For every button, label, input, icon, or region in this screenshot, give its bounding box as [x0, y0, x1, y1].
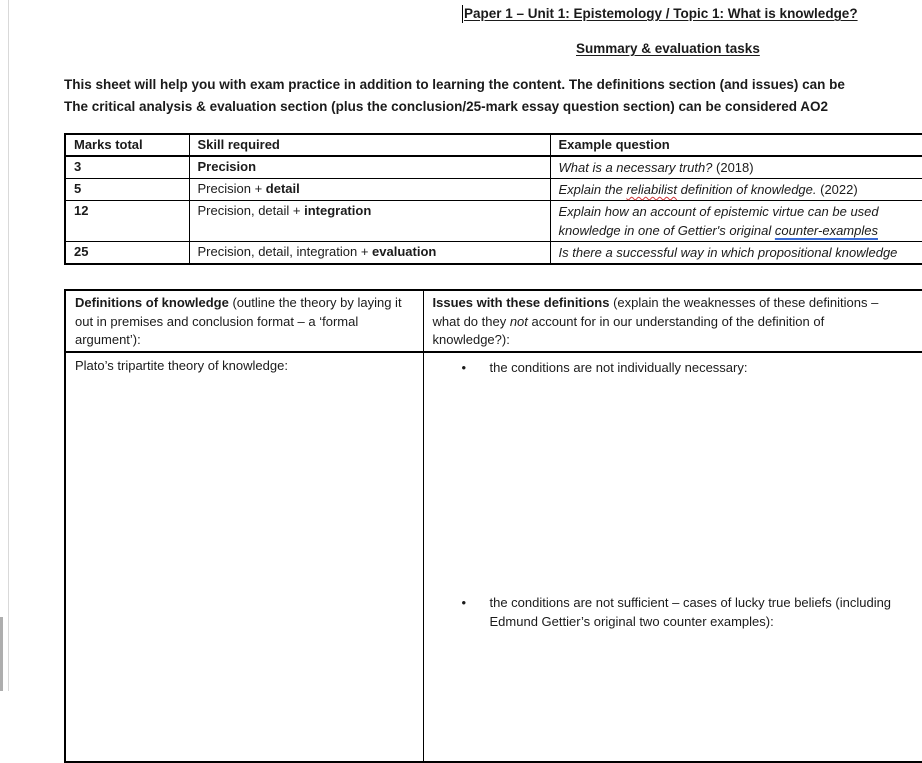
bullet-icon: • — [462, 593, 474, 612]
question-cell[interactable] — [550, 156, 922, 179]
table-row — [65, 156, 922, 179]
issues-header-italic-not: not — [510, 314, 528, 329]
question-line-1: Explain how an account of epistemic virtue can be used — [559, 202, 922, 221]
question-cell[interactable] — [550, 179, 922, 201]
skill-bold-text: integration — [304, 203, 371, 218]
bullet-text: the conditions are not sufficient – cases of lucky true beliefs (including Edmund Gettier’s original two counter examples): — [490, 593, 910, 631]
definitions-header-cell[interactable] — [65, 290, 423, 352]
intro-paragraph-line-2[interactable]: The critical analysis & evaluation section (plus the conclusion/25-mark essay question section) can be considered AO2 — [64, 99, 828, 114]
skill-bold-text: evaluation — [372, 244, 436, 259]
question-text: definition of knowledge. — [677, 182, 816, 197]
marks-table — [64, 133, 922, 265]
table-row — [65, 201, 922, 242]
issues-answer-cell[interactable] — [423, 352, 922, 762]
skill-plain-text: Precision, detail, integration + — [198, 244, 373, 259]
skill-cell[interactable] — [189, 242, 550, 265]
definitions-table-header-row — [65, 290, 922, 352]
skill-cell[interactable] — [189, 156, 550, 179]
marks-cell[interactable]: 5 — [65, 179, 189, 201]
table-row — [65, 242, 922, 265]
header-marks-total[interactable]: Marks total — [65, 134, 189, 156]
page-edge-line — [8, 0, 9, 691]
issues-bullet-area — [424, 353, 922, 761]
marks-cell[interactable]: 25 — [65, 242, 189, 265]
marks-table-header-row — [65, 134, 922, 156]
marks-cell[interactable]: 3 — [65, 156, 189, 179]
grammar-flagged-word[interactable]: counter-examples — [775, 223, 878, 238]
spellcheck-flagged-word[interactable]: reliabilist — [626, 182, 677, 197]
scrollbar-notch — [0, 617, 3, 691]
question-cell[interactable] — [550, 201, 922, 242]
document-subtitle[interactable]: Summary & evaluation tasks — [576, 41, 760, 56]
definitions-header-bold: Definitions of knowledge — [75, 295, 229, 310]
definitions-table-body-row — [65, 352, 922, 762]
list-item[interactable] — [424, 593, 910, 631]
skill-cell[interactable] — [189, 179, 550, 201]
skill-bold-text: Precision — [198, 159, 257, 174]
intro-paragraph-line-1[interactable]: This sheet will help you with exam practice in addition to learning the content. The definitions section (and issues) can be — [64, 77, 845, 92]
table-row — [65, 179, 922, 201]
issues-header-cell[interactable] — [423, 290, 922, 352]
document-title[interactable]: Paper 1 – Unit 1: Epistemology / Topic 1: What is knowledge? — [464, 6, 858, 21]
question-text: Explain the — [559, 182, 627, 197]
question-year: (2022) — [817, 182, 858, 197]
issues-header-post: account for in our understanding of the definition of knowledge?): — [433, 314, 825, 348]
text-cursor — [462, 5, 463, 23]
skill-plain-text: Precision + — [198, 181, 266, 196]
plato-theory-cell[interactable] — [65, 352, 423, 762]
header-skill-required[interactable]: Skill required — [189, 134, 550, 156]
question-text: What is a necessary truth? — [559, 160, 713, 175]
issues-header-bold: Issues with these definitions — [433, 295, 610, 310]
bullet-text: the conditions are not individually necessary: — [490, 358, 910, 377]
issues-header-pre: (explain the weaknesses of these definitions – what do they — [433, 295, 879, 329]
question-text: Is there a successful way in which propositional knowledge — [559, 245, 898, 260]
question-year: (2018) — [712, 160, 753, 175]
definitions-table — [64, 289, 922, 763]
plato-theory-label: Plato’s tripartite theory of knowledge: — [75, 358, 288, 373]
skill-cell[interactable] — [189, 201, 550, 242]
definitions-header-rest: (outline the theory by laying it out in premises and conclusion format – a ‘formal argument’): — [75, 295, 402, 347]
skill-bold-text: detail — [266, 181, 300, 196]
question-cell[interactable] — [550, 242, 922, 265]
question-line-2: knowledge in one of Gettier's original counter-examples — [559, 221, 922, 240]
skill-plain-text: Precision, detail + — [198, 203, 305, 218]
list-item[interactable] — [424, 358, 910, 377]
marks-cell[interactable]: 12 — [65, 201, 189, 242]
bullet-icon: • — [462, 358, 474, 377]
header-example-question[interactable]: Example question — [550, 134, 922, 156]
